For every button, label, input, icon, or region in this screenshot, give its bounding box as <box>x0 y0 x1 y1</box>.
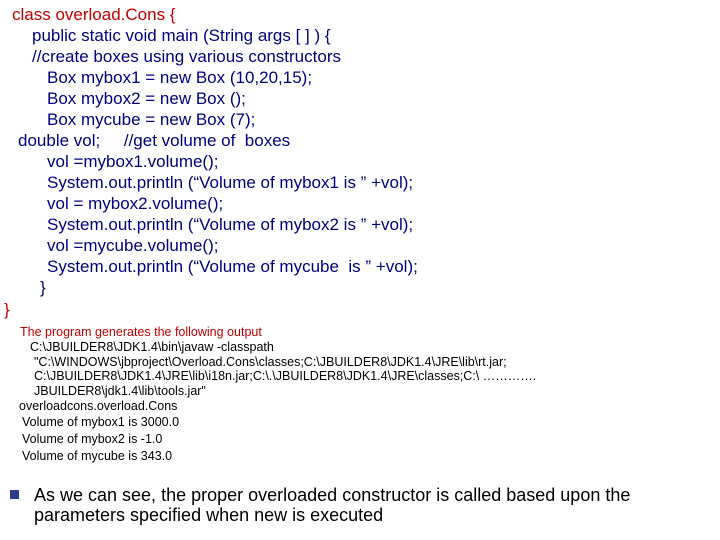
code-vol2: vol = mybox2.volume(); <box>47 194 224 213</box>
note-line-2: parameters specified when new is executed <box>34 505 384 525</box>
code-close-outer: } <box>4 300 10 319</box>
output-command-line-2: "C:\WINDOWS\jbproject\Overload.Cons\classes;C:\JBUILDER8\JDK1.4\JRE\lib\rt.jar; <box>34 355 507 369</box>
code-vol1: vol =mybox1.volume(); <box>47 152 219 171</box>
output-result-3: Volume of mycube is 343.0 <box>22 449 173 463</box>
output-command-line-3: C:\JBUILDER8\JDK1.4\JRE\lib\i18n.jar;C:\.\JBUILDER8\JDK1.4\JRE\classes;C:\ …………. <box>34 369 537 383</box>
output-heading: The program generates the following output <box>20 325 262 339</box>
code-close-inner: } <box>40 278 46 297</box>
output-result-2: Volume of mybox2 is -1.0 <box>22 432 163 446</box>
note-line-1: As we can see, the proper overloaded constructor is called based upon the <box>34 485 631 505</box>
code-comment-create: //create boxes using various constructors <box>32 47 341 66</box>
code-main-declaration: public static void main (String args [ ] ) { <box>32 26 331 45</box>
code-vol3: vol =mycube.volume(); <box>47 236 219 255</box>
code-print1: System.out.println (“Volume of mybox1 is ” +vol); <box>47 173 414 192</box>
code-cube: Box mycube = new Box (7); <box>47 110 256 129</box>
output-result-1: Volume of mybox1 is 3000.0 <box>22 415 180 429</box>
bullet-square-icon <box>8 486 22 500</box>
code-box2: Box mybox2 = new Box (); <box>47 89 246 108</box>
output-class-name: overloadcons.overload.Cons <box>19 399 178 413</box>
code-print3: System.out.println (“Volume of mycube is ” +vol); <box>47 257 418 276</box>
code-print2: System.out.println (“Volume of mybox2 is ” +vol); <box>47 215 414 234</box>
code-class-declaration: class overload.Cons { <box>12 5 176 24</box>
output-command-line-1: C:\JBUILDER8\JDK1.4\bin\javaw -classpath <box>30 340 274 354</box>
code-box1: Box mybox1 = new Box (10,20,15); <box>47 68 313 87</box>
output-command-line-4: JBUILDER8\jdk1.4\lib\tools.jar" <box>34 384 206 398</box>
code-vol-declaration: double vol; //get volume of boxes <box>18 131 291 150</box>
